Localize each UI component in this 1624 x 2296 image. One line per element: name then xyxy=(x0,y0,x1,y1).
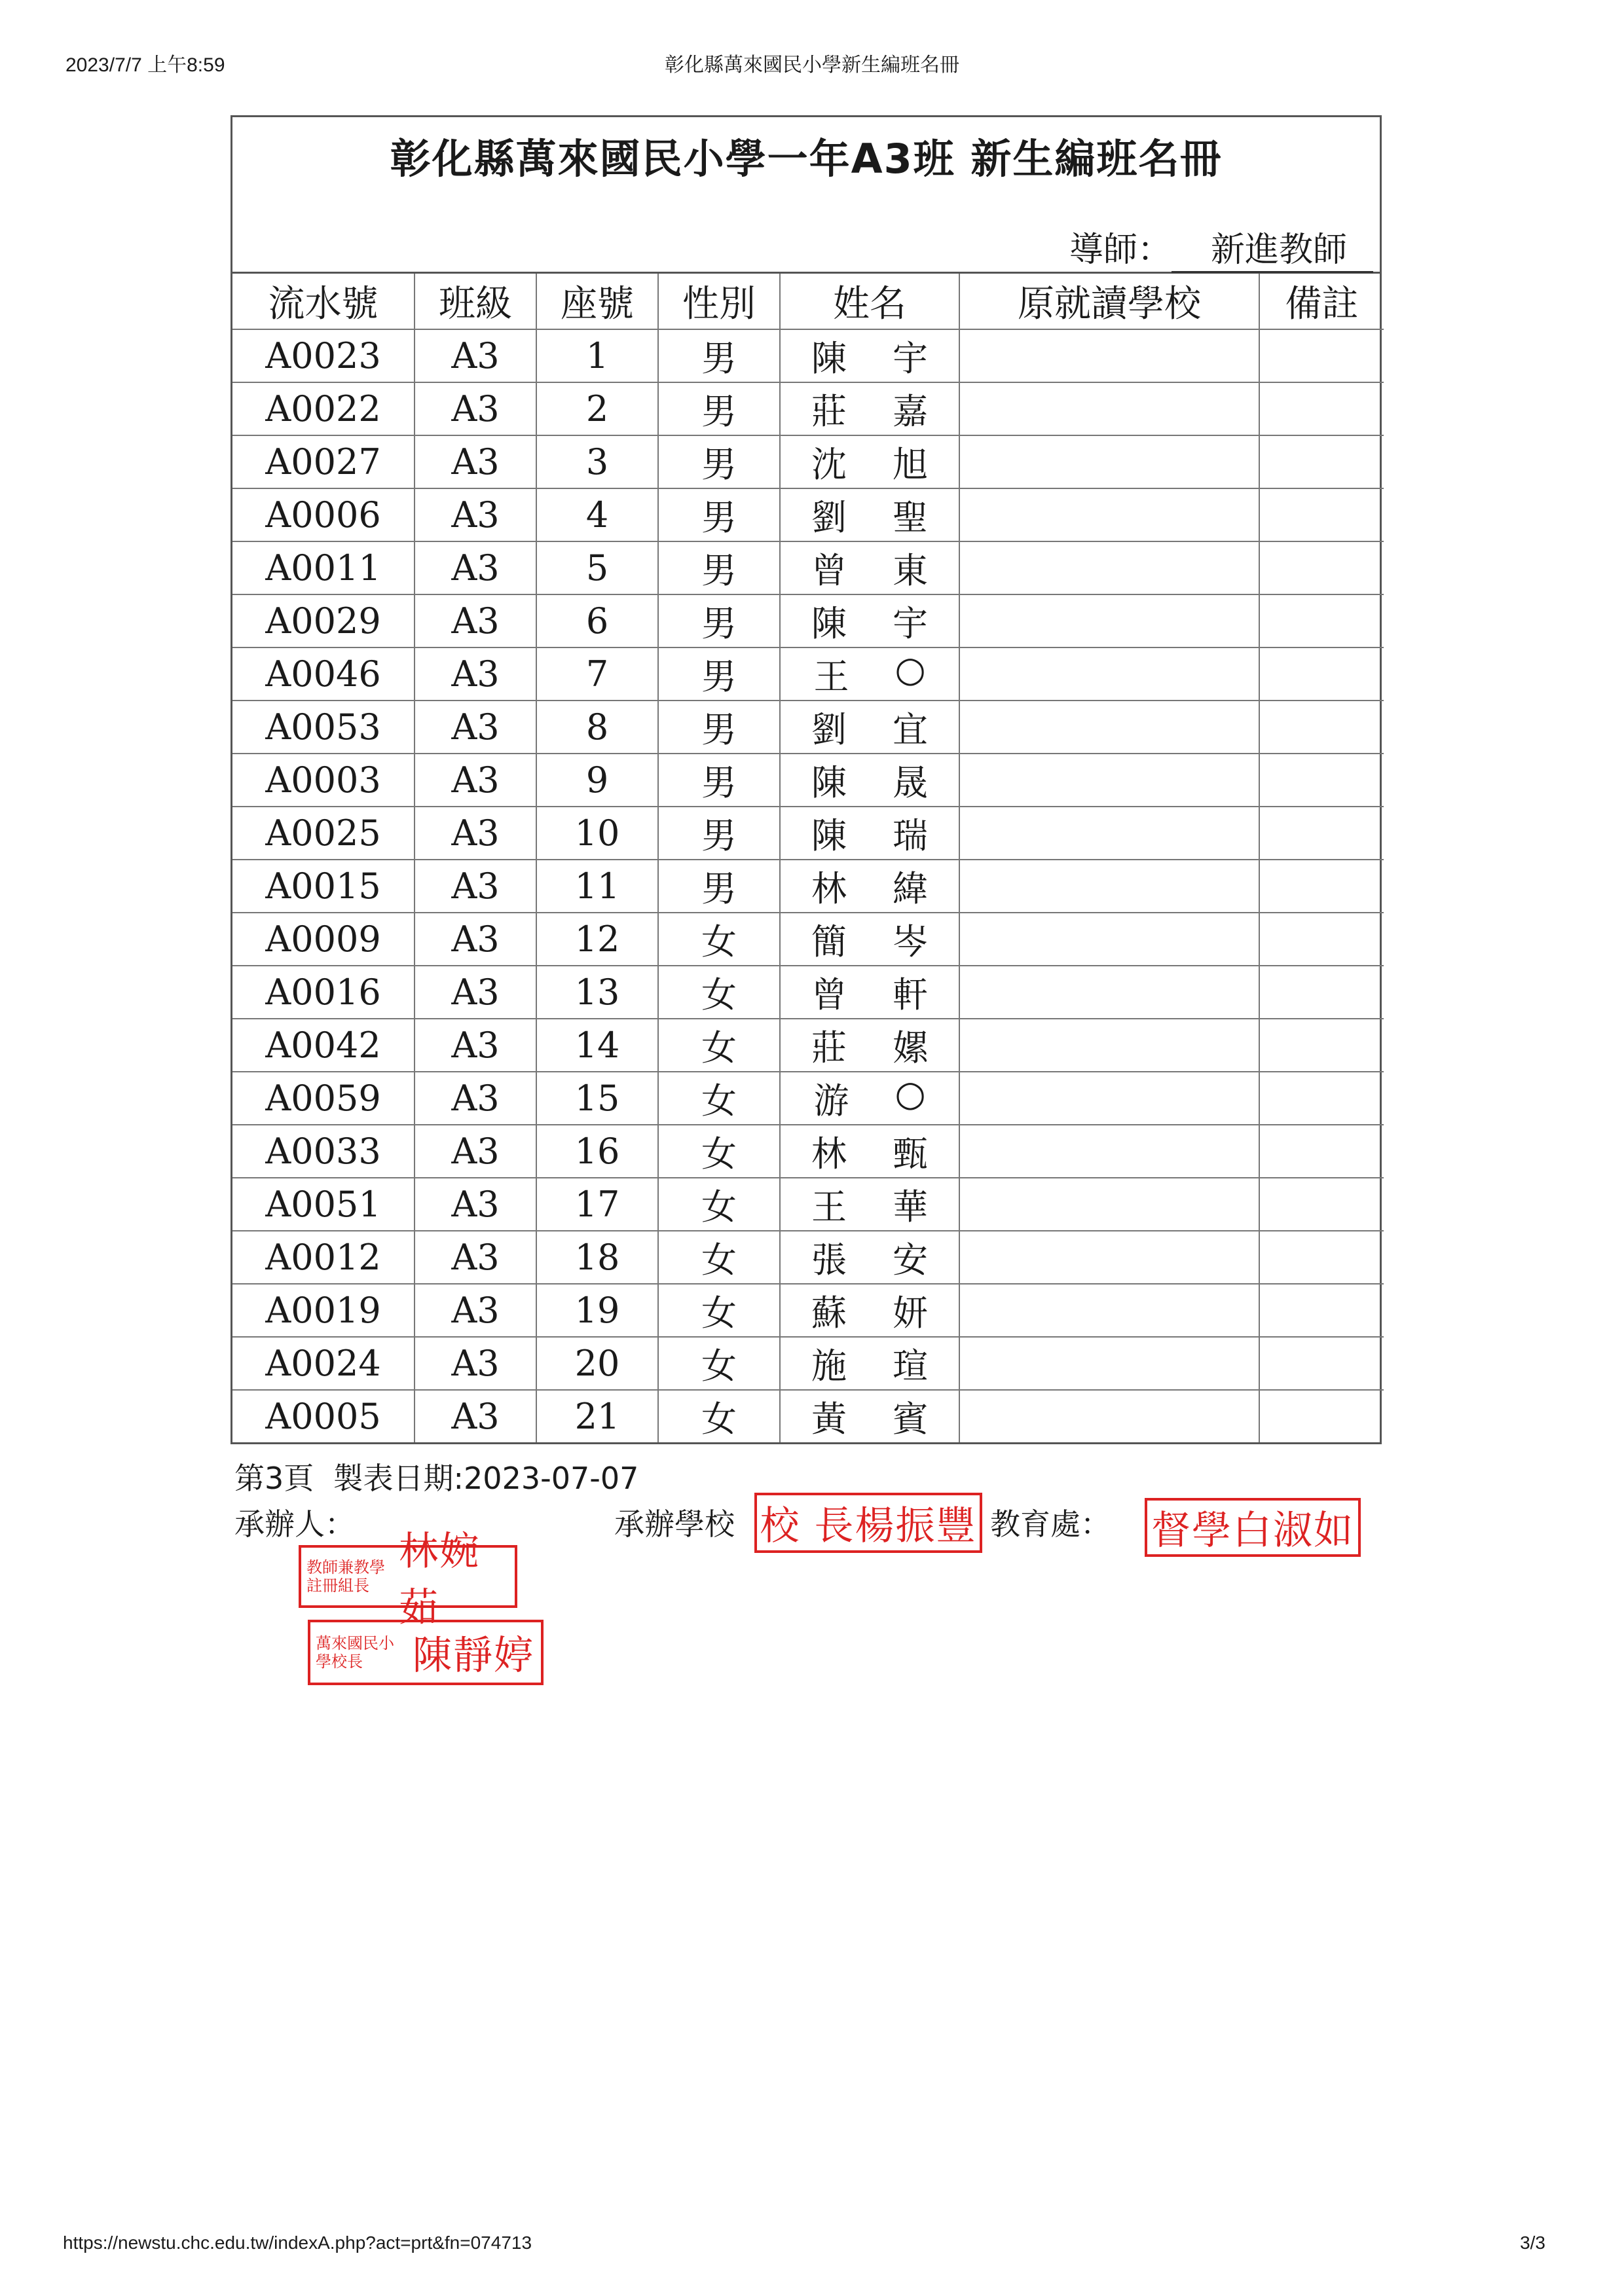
gender-cell: 女 xyxy=(658,1231,780,1284)
name-cell xyxy=(780,1390,959,1442)
seat-cell: 10 xyxy=(536,807,658,860)
table-row xyxy=(232,329,1384,382)
handler-stamp-title: 教師兼教學註冊組長 xyxy=(306,1558,385,1595)
remarks-cell xyxy=(1259,435,1384,488)
table-row xyxy=(232,966,1384,1019)
given-name: 賓 xyxy=(893,1398,928,1440)
page-and-date xyxy=(234,1455,638,1498)
surname: 林 xyxy=(811,868,847,909)
surname: 陳 xyxy=(811,338,847,379)
given-name: 嫘 xyxy=(893,1027,928,1068)
previous-school-cell xyxy=(959,488,1259,541)
name-cell xyxy=(780,1231,959,1284)
remarks-cell xyxy=(1259,382,1384,435)
table-row xyxy=(232,1284,1384,1337)
table-row xyxy=(232,1337,1384,1390)
class-cell: A3 xyxy=(415,1284,536,1337)
class-cell: A3 xyxy=(415,1231,536,1284)
surname: 王 xyxy=(813,656,849,697)
previous-school-cell xyxy=(959,1072,1259,1125)
serial-cell: A0042 xyxy=(232,1019,415,1072)
gender-cell: 女 xyxy=(658,966,780,1019)
name-cell xyxy=(780,594,959,647)
header-remarks: 備註 xyxy=(1259,274,1384,329)
seat-cell: 8 xyxy=(536,701,658,754)
seat-cell: 7 xyxy=(536,647,658,701)
education-label: 教育處： xyxy=(990,1506,1111,1542)
previous-school-cell xyxy=(959,913,1259,966)
name-cell xyxy=(780,488,959,541)
school-label: 承辦學校 xyxy=(614,1506,735,1542)
gender-cell: 女 xyxy=(658,1178,780,1231)
serial-cell: A0022 xyxy=(232,382,415,435)
header-previous-school: 原就讀學校 xyxy=(959,274,1259,329)
remarks-cell xyxy=(1259,594,1384,647)
serial-cell: A0053 xyxy=(232,701,415,754)
serial-cell: A0011 xyxy=(232,541,415,594)
class-cell: A3 xyxy=(415,435,536,488)
class-cell: A3 xyxy=(415,913,536,966)
seat-cell: 2 xyxy=(536,382,658,435)
class-cell: A3 xyxy=(415,1019,536,1072)
remarks-cell xyxy=(1259,807,1384,860)
school-principal-stamp-title: 萬來國民小學校長 xyxy=(316,1634,394,1671)
seat-cell: 13 xyxy=(536,966,658,1019)
class-cell: A3 xyxy=(415,1178,536,1231)
gender-cell: 男 xyxy=(658,807,780,860)
given-name: 聖 xyxy=(893,497,928,538)
gender-cell: 男 xyxy=(658,382,780,435)
class-cell: A3 xyxy=(415,1337,536,1390)
teacher-line xyxy=(1069,222,1373,273)
previous-school-cell xyxy=(959,754,1259,807)
previous-school-cell xyxy=(959,701,1259,754)
seat-cell: 17 xyxy=(536,1178,658,1231)
class-cell: A3 xyxy=(415,329,536,382)
table-row xyxy=(232,754,1384,807)
serial-cell: A0015 xyxy=(232,860,415,913)
class-cell: A3 xyxy=(415,1072,536,1125)
serial-cell: A0023 xyxy=(232,329,415,382)
given-name: 甄 xyxy=(893,1133,928,1175)
remarks-cell xyxy=(1259,488,1384,541)
class-cell: A3 xyxy=(415,541,536,594)
remarks-cell xyxy=(1259,1178,1384,1231)
serial-cell: A0012 xyxy=(232,1231,415,1284)
name-cell xyxy=(780,860,959,913)
surname: 劉 xyxy=(811,709,847,750)
table-row xyxy=(232,541,1384,594)
remarks-cell xyxy=(1259,701,1384,754)
seat-cell: 20 xyxy=(536,1337,658,1390)
table-row xyxy=(232,1390,1384,1442)
gender-cell: 女 xyxy=(658,1072,780,1125)
class-cell: A3 xyxy=(415,594,536,647)
remarks-cell xyxy=(1259,647,1384,701)
surname: 張 xyxy=(811,1239,847,1281)
gender-cell: 男 xyxy=(658,329,780,382)
given-name: 嘉 xyxy=(893,391,928,432)
previous-school-cell xyxy=(959,594,1259,647)
print-datetime: 2023/7/7 上午8:59 xyxy=(65,54,225,76)
table-row xyxy=(232,1178,1384,1231)
header-gender: 性別 xyxy=(658,274,780,329)
name-cell xyxy=(780,1019,959,1072)
given-name: 旭 xyxy=(893,444,928,485)
gender-cell: 男 xyxy=(658,594,780,647)
serial-cell: A0051 xyxy=(232,1178,415,1231)
surname: 陳 xyxy=(811,815,847,856)
name-cell xyxy=(780,807,959,860)
remarks-cell xyxy=(1259,541,1384,594)
title-block xyxy=(232,117,1380,274)
remarks-cell xyxy=(1259,1125,1384,1178)
serial-cell: A0024 xyxy=(232,1337,415,1390)
principal-stamp-text: 校 長楊振豐 xyxy=(760,1503,977,1549)
gender-cell: 男 xyxy=(658,701,780,754)
handler-stamp-name: 林婉茹 xyxy=(399,1529,481,1631)
education-stamp xyxy=(1145,1498,1361,1557)
remarks-cell xyxy=(1259,966,1384,1019)
previous-school-cell xyxy=(959,807,1259,860)
remarks-cell xyxy=(1259,1284,1384,1337)
serial-cell: A0059 xyxy=(232,1072,415,1125)
gender-cell: 女 xyxy=(658,913,780,966)
surname: 王 xyxy=(811,1186,847,1228)
table-row xyxy=(232,1231,1384,1284)
name-cell xyxy=(780,754,959,807)
previous-school-cell xyxy=(959,1284,1259,1337)
print-page-count: 3/3 xyxy=(1520,2232,1545,2253)
previous-school-cell xyxy=(959,860,1259,913)
name-cell xyxy=(780,435,959,488)
surname: 陳 xyxy=(811,603,847,644)
seat-cell: 9 xyxy=(536,754,658,807)
education-stamp-text: 督學白淑如 xyxy=(1151,1508,1354,1554)
serial-cell: A0027 xyxy=(232,435,415,488)
table-row xyxy=(232,594,1384,647)
gender-cell: 男 xyxy=(658,754,780,807)
header-class: 班級 xyxy=(415,274,536,329)
given-name: 安 xyxy=(893,1239,928,1281)
teacher-label: 導師： xyxy=(1069,230,1172,270)
seat-cell: 14 xyxy=(536,1019,658,1072)
surname: 林 xyxy=(811,1133,847,1175)
table-row xyxy=(232,807,1384,860)
name-cell xyxy=(780,701,959,754)
seat-cell: 1 xyxy=(536,329,658,382)
previous-school-cell xyxy=(959,966,1259,1019)
given-name: 妍 xyxy=(893,1292,928,1334)
previous-school-cell xyxy=(959,382,1259,435)
school-principal-stamp-name: 陳靜婷 xyxy=(413,1633,534,1679)
remarks-cell xyxy=(1259,1072,1384,1125)
roster-sheet xyxy=(231,115,1382,1444)
previous-school-cell xyxy=(959,1231,1259,1284)
table-row xyxy=(232,860,1384,913)
seat-cell: 11 xyxy=(536,860,658,913)
given-name: 華 xyxy=(893,1186,928,1228)
gender-cell: 女 xyxy=(658,1284,780,1337)
seat-cell: 4 xyxy=(536,488,658,541)
previous-school-cell xyxy=(959,435,1259,488)
principal-stamp xyxy=(754,1493,982,1553)
name-cell xyxy=(780,329,959,382)
class-cell: A3 xyxy=(415,647,536,701)
surname: 莊 xyxy=(811,391,847,432)
class-cell: A3 xyxy=(415,754,536,807)
header-serial: 流水號 xyxy=(232,274,415,329)
previous-school-cell xyxy=(959,1019,1259,1072)
seat-cell: 21 xyxy=(536,1390,658,1442)
seat-cell: 15 xyxy=(536,1072,658,1125)
given-name: 軒 xyxy=(893,974,928,1015)
gender-cell: 女 xyxy=(658,1019,780,1072)
table-row xyxy=(232,488,1384,541)
seat-cell: 19 xyxy=(536,1284,658,1337)
serial-cell: A0025 xyxy=(232,807,415,860)
seat-cell: 5 xyxy=(536,541,658,594)
name-cell xyxy=(780,1072,959,1125)
surname: 曾 xyxy=(811,550,847,591)
gender-cell: 男 xyxy=(658,488,780,541)
previous-school-cell xyxy=(959,1337,1259,1390)
surname: 簡 xyxy=(811,921,847,962)
name-cell xyxy=(780,913,959,966)
seat-cell: 16 xyxy=(536,1125,658,1178)
given-name: ○ xyxy=(895,1073,926,1114)
remarks-cell xyxy=(1259,329,1384,382)
name-cell xyxy=(780,1284,959,1337)
given-name: 緯 xyxy=(893,868,928,909)
given-name: 岑 xyxy=(893,921,928,962)
serial-cell: A0005 xyxy=(232,1390,415,1442)
name-cell xyxy=(780,1125,959,1178)
surname: 陳 xyxy=(811,762,847,803)
name-cell xyxy=(780,647,959,701)
class-cell: A3 xyxy=(415,1390,536,1442)
previous-school-cell xyxy=(959,1178,1259,1231)
surname: 莊 xyxy=(811,1027,847,1068)
seat-cell: 18 xyxy=(536,1231,658,1284)
seat-cell: 3 xyxy=(536,435,658,488)
surname: 曾 xyxy=(811,974,847,1015)
report-date: 製表日期:2023-07-07 xyxy=(333,1461,639,1496)
serial-cell: A0019 xyxy=(232,1284,415,1337)
surname: 施 xyxy=(811,1345,847,1387)
remarks-cell xyxy=(1259,1019,1384,1072)
gender-cell: 男 xyxy=(658,435,780,488)
seat-cell: 12 xyxy=(536,913,658,966)
remarks-cell xyxy=(1259,860,1384,913)
surname: 蘇 xyxy=(811,1292,847,1334)
serial-cell: A0006 xyxy=(232,488,415,541)
class-cell: A3 xyxy=(415,701,536,754)
gender-cell: 男 xyxy=(658,647,780,701)
gender-cell: 女 xyxy=(658,1125,780,1178)
surname: 游 xyxy=(813,1080,849,1121)
table-row xyxy=(232,435,1384,488)
table-row xyxy=(232,1072,1384,1125)
teacher-name: 新進教師 xyxy=(1172,222,1373,273)
remarks-cell xyxy=(1259,1390,1384,1442)
name-cell xyxy=(780,382,959,435)
gender-cell: 男 xyxy=(658,541,780,594)
previous-school-cell xyxy=(959,647,1259,701)
gender-cell: 女 xyxy=(658,1390,780,1442)
gender-cell: 男 xyxy=(658,860,780,913)
previous-school-cell xyxy=(959,1390,1259,1442)
name-cell xyxy=(780,541,959,594)
name-cell xyxy=(780,1337,959,1390)
surname: 劉 xyxy=(811,497,847,538)
remarks-cell xyxy=(1259,754,1384,807)
table-row xyxy=(232,913,1384,966)
handler-label: 承辦人： xyxy=(234,1506,355,1542)
given-name: ○ xyxy=(895,649,926,690)
class-cell: A3 xyxy=(415,966,536,1019)
serial-cell: A0003 xyxy=(232,754,415,807)
table-row xyxy=(232,1019,1384,1072)
header-name: 姓名 xyxy=(780,274,959,329)
given-name: 宜 xyxy=(893,709,928,750)
remarks-cell xyxy=(1259,1231,1384,1284)
gender-cell: 女 xyxy=(658,1337,780,1390)
class-cell: A3 xyxy=(415,488,536,541)
given-name: 東 xyxy=(893,550,928,591)
print-url: https://newstu.chc.edu.tw/indexA.php?act=prt&fn=074713 xyxy=(63,2232,532,2253)
given-name: 宇 xyxy=(893,603,928,644)
name-cell xyxy=(780,1178,959,1231)
header-seat: 座號 xyxy=(536,274,658,329)
table-header-row xyxy=(232,274,1384,329)
table-row xyxy=(232,647,1384,701)
previous-school-cell xyxy=(959,541,1259,594)
print-page-title: 彰化縣萬來國民小學新生編班名冊 xyxy=(665,54,959,77)
class-cell: A3 xyxy=(415,807,536,860)
previous-school-cell xyxy=(959,1125,1259,1178)
remarks-cell xyxy=(1259,913,1384,966)
given-name: 瑄 xyxy=(893,1345,928,1387)
school-principal-stamp xyxy=(308,1620,544,1685)
previous-school-cell xyxy=(959,329,1259,382)
serial-cell: A0029 xyxy=(232,594,415,647)
table-row xyxy=(232,701,1384,754)
class-cell: A3 xyxy=(415,1125,536,1178)
page-number: 第3頁 xyxy=(234,1461,314,1496)
given-name: 宇 xyxy=(893,338,928,379)
table-row xyxy=(232,1125,1384,1178)
serial-cell: A0046 xyxy=(232,647,415,701)
name-cell xyxy=(780,966,959,1019)
surname: 黃 xyxy=(811,1398,847,1440)
surname: 沈 xyxy=(811,444,847,485)
serial-cell: A0033 xyxy=(232,1125,415,1178)
class-cell: A3 xyxy=(415,382,536,435)
class-cell: A3 xyxy=(415,860,536,913)
serial-cell: A0009 xyxy=(232,913,415,966)
serial-cell: A0016 xyxy=(232,966,415,1019)
given-name: 晟 xyxy=(893,762,928,803)
roster-table xyxy=(232,274,1384,1442)
seat-cell: 6 xyxy=(536,594,658,647)
remarks-cell xyxy=(1259,1337,1384,1390)
handler-stamp xyxy=(299,1529,517,1631)
given-name: 瑞 xyxy=(893,815,928,856)
document-title: 彰化縣萬來國民小學一年A3班 新生編班名冊 xyxy=(390,135,1223,183)
table-row xyxy=(232,382,1384,435)
